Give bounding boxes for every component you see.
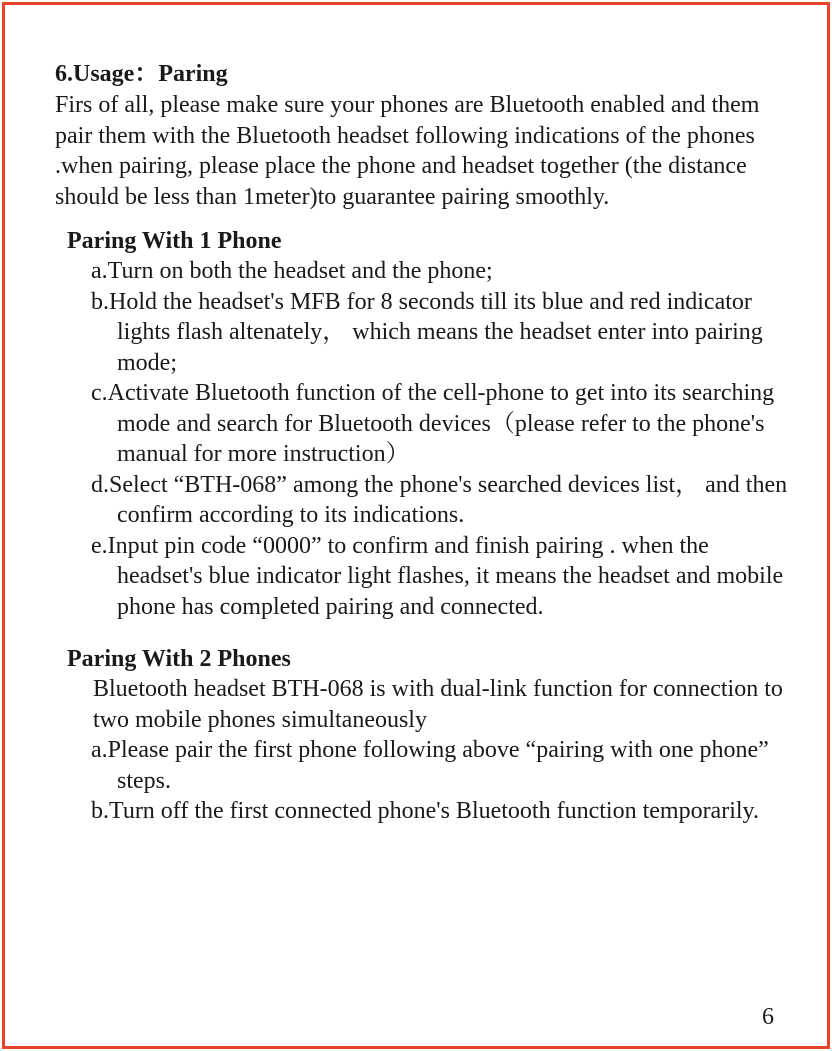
one-phone-step-c: c.Activate Bluetooth function of the cell-phone to get into its searching mode and search for Bluetooth devices（please refer to the phone's manual for more instruction） [91, 380, 775, 467]
one-phone-step-a: a.Turn on both the headset and the phone; [91, 258, 493, 284]
one-phone-heading: Paring With 1 Phone [67, 228, 282, 254]
two-phones-step-a: a.Please pair the first phone following above “pairing with one phone” steps. [91, 737, 769, 794]
section-intro: Firs of all, please make sure your phones are Bluetooth enabled and them pair them with the Bluetooth headset following indications of the phones .when pairing, please place the phone and headset together (the distance should be less than 1meter)to guarantee pairing smoothly. [55, 92, 760, 210]
one-phone-step-e: e.Input pin code “0000” to confirm and finish pairing . when the headset's blue indicator light flashes, it means the headset and mobile phone has completed pairing and connected. [91, 532, 784, 620]
document-body [55, 58, 795, 827]
section-title: 6.Usage：Paring [55, 61, 228, 87]
page-number: 6 [762, 1004, 774, 1030]
one-phone-step-d: d.Select “BTH-068” among the phone's searched devices list， and then confirm according to its indications. [91, 471, 788, 528]
one-phone-step-b: b.Hold the headset's MFB for 8 seconds till its blue and red indicator lights flash altenately， which means the headset enter into pairing mode; [91, 288, 763, 376]
two-phones-step-b: b.Turn off the first connected phone's Bluetooth function temporarily. [91, 798, 759, 824]
two-phones-heading: Paring With 2 Phones [67, 646, 291, 672]
two-phones-intro: Bluetooth headset BTH-068 is with dual-link function for connection to two mobile phones simultaneously [93, 676, 783, 733]
